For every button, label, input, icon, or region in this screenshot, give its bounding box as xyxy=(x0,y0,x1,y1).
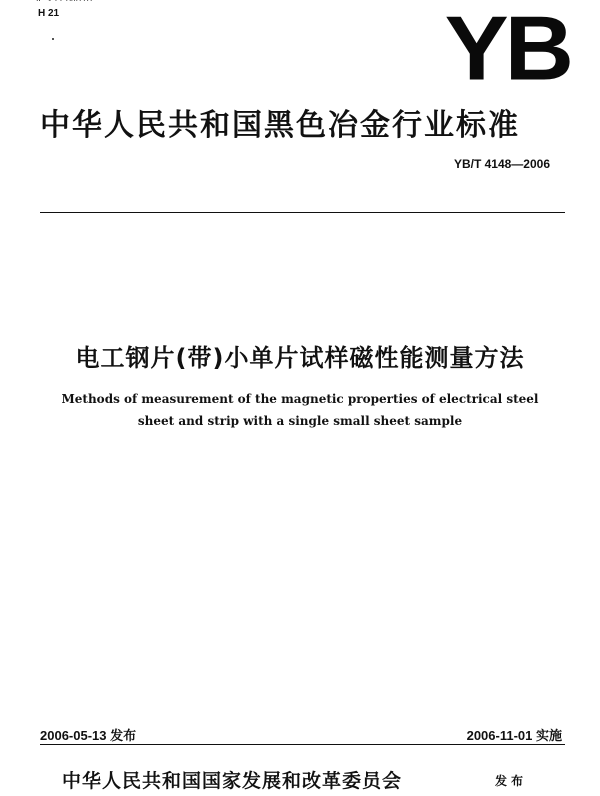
implementation-date: 2006-11-01 实施 xyxy=(466,728,562,743)
ics-code xyxy=(36,0,156,1)
yb-logo: YB xyxy=(444,0,570,100)
bottom-divider xyxy=(40,744,565,745)
scan-mark xyxy=(52,38,54,40)
issuing-authority: 中华人民共和国国家发展和改革委员会 xyxy=(62,770,403,792)
standard-number: YB/T 4148—2006 xyxy=(453,157,550,171)
standard-title: 中华人民共和国黑色冶金行业标准 xyxy=(40,108,520,143)
issue-date: 2006-05-13 发布 xyxy=(40,728,137,743)
title-en-line-1: Methods of measurement of the magnetic properties of electrical steel xyxy=(61,392,539,406)
title-en-line-2: sheet and strip with a single small sheet sample xyxy=(137,414,463,428)
top-divider xyxy=(40,212,565,213)
document-title-english xyxy=(40,388,560,432)
issue-label: 发布 xyxy=(495,774,528,788)
document-title-chinese: 电工钢片(带)小单片试样磁性能测量方法 xyxy=(75,344,525,372)
classification-code: H 21 xyxy=(38,8,60,19)
